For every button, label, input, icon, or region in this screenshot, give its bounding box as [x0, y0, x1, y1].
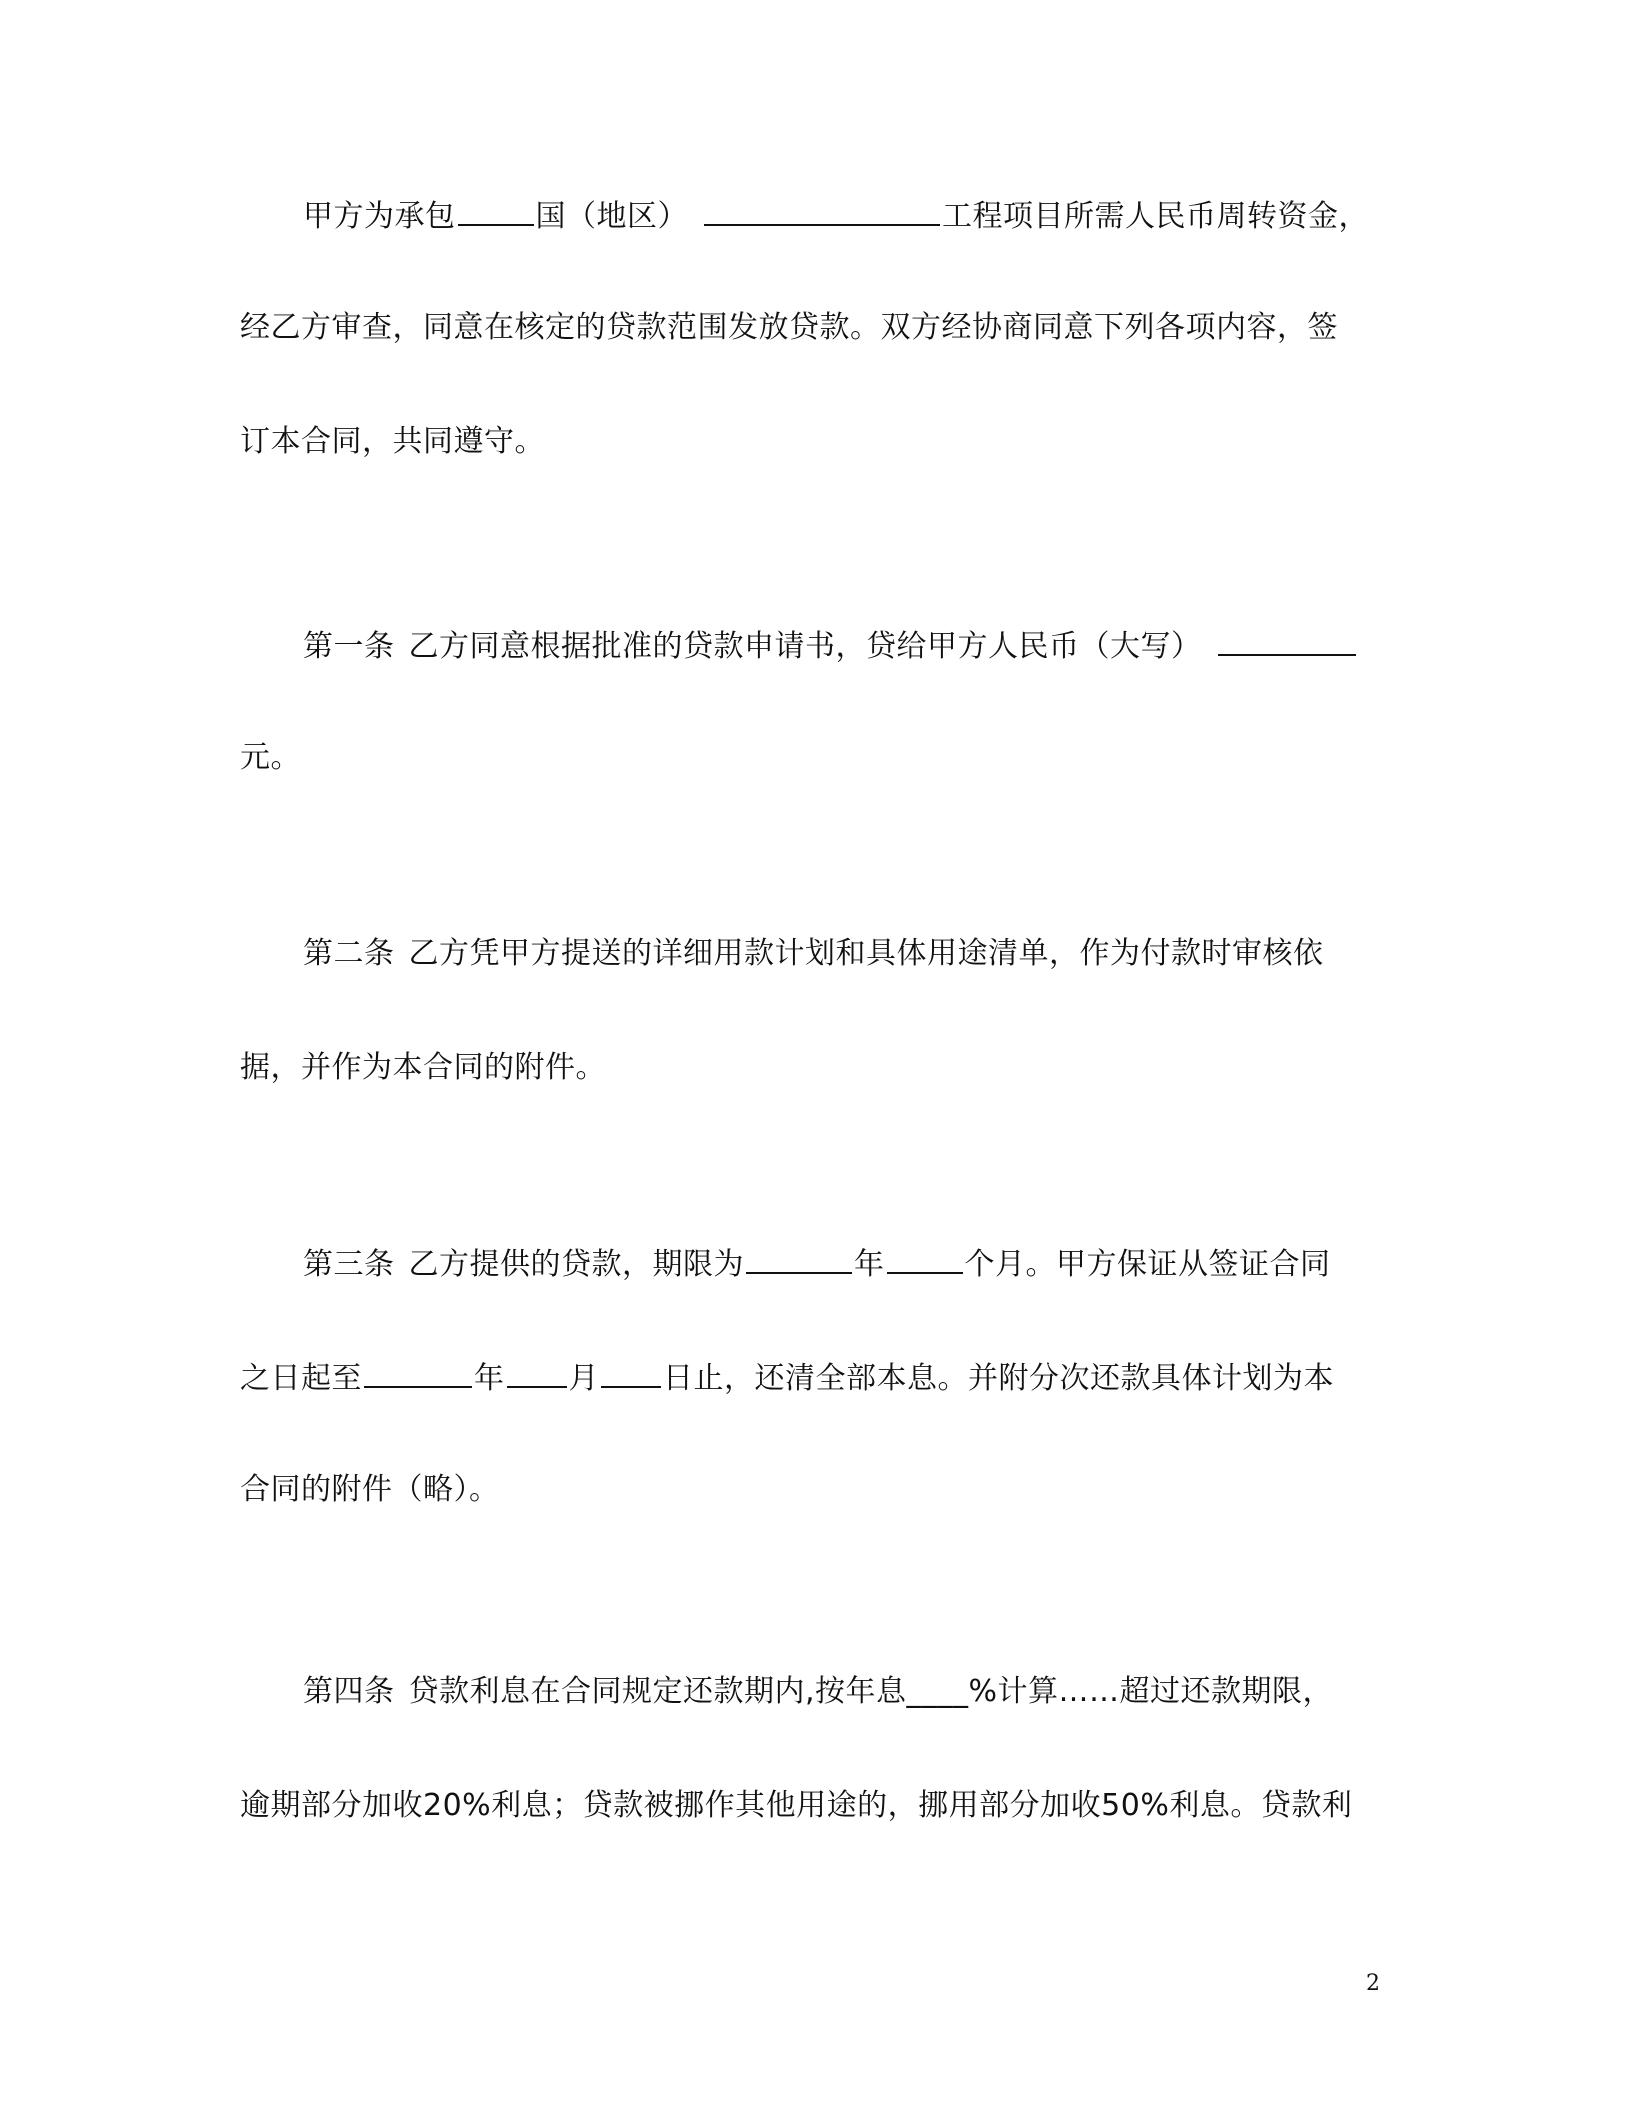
preamble-text: 甲方为承包 [303, 199, 456, 234]
preamble-line-3: 订本合同，共同遵守。 [240, 424, 545, 459]
preamble-line-2: 经乙方审查，同意在核定的贷款范围发放贷款。双方经协商同意下列各项内容，签 [240, 310, 1338, 345]
day-blank [601, 1356, 661, 1388]
preamble-line-1 [303, 194, 1369, 237]
article-2-line-1 [303, 934, 1324, 974]
months-blank [887, 1242, 963, 1274]
article-text: 个月。甲方保证从签证合同 [964, 1247, 1331, 1282]
years-blank [746, 1242, 852, 1274]
article-text: 年 [854, 1247, 885, 1282]
article-3-line-1 [303, 1242, 1331, 1285]
article-text: 乙方提供的贷款，期限为 [408, 1247, 744, 1282]
preamble-text: 国（地区） [535, 199, 688, 234]
article-heading: 第三条 [303, 1247, 395, 1282]
article-text: 月 [568, 1361, 599, 1396]
article-text: 日止，还清全部本息。并附分次还款具体计划为本 [663, 1361, 1334, 1396]
article-1-line-1 [303, 624, 1358, 667]
article-3-line-2 [240, 1356, 1334, 1399]
preamble-text: 工程项目所需人民币周转资金， [942, 199, 1369, 234]
article-text: 年 [474, 1361, 505, 1396]
article-text: 乙方凭甲方提送的详细用款计划和具体用途清单，作为付款时审核依 [408, 936, 1324, 971]
page-number: 2 [1366, 1971, 1380, 1996]
country-blank [458, 194, 534, 226]
project-name-blank [704, 194, 940, 226]
month-blank [507, 1356, 567, 1388]
article-3-line-3: 合同的附件（略）。 [240, 1472, 500, 1507]
article-text: 之日起至 [240, 1361, 362, 1396]
article-heading: 第一条 [303, 629, 395, 664]
article-heading: 第四条 [303, 1674, 395, 1709]
article-4-line-2: 逾期部分加收20%利息；贷款被挪作其他用途的，挪用部分加收50%利息。贷款利 [240, 1788, 1353, 1823]
article-1-line-2: 元。 [240, 740, 301, 775]
amount-blank [1218, 624, 1356, 656]
article-4-line-1 [303, 1672, 1333, 1712]
article-heading: 第二条 [303, 936, 395, 971]
article-text: 贷款利息在合同规定还款期内,按年息____%计算……超过还款期限， [408, 1674, 1334, 1709]
article-2-line-2: 据，并作为本合同的附件。 [240, 1050, 606, 1085]
article-text: 乙方同意根据批准的贷款申请书，贷给甲方人民币（大写） [408, 629, 1202, 664]
year-blank [364, 1356, 472, 1388]
